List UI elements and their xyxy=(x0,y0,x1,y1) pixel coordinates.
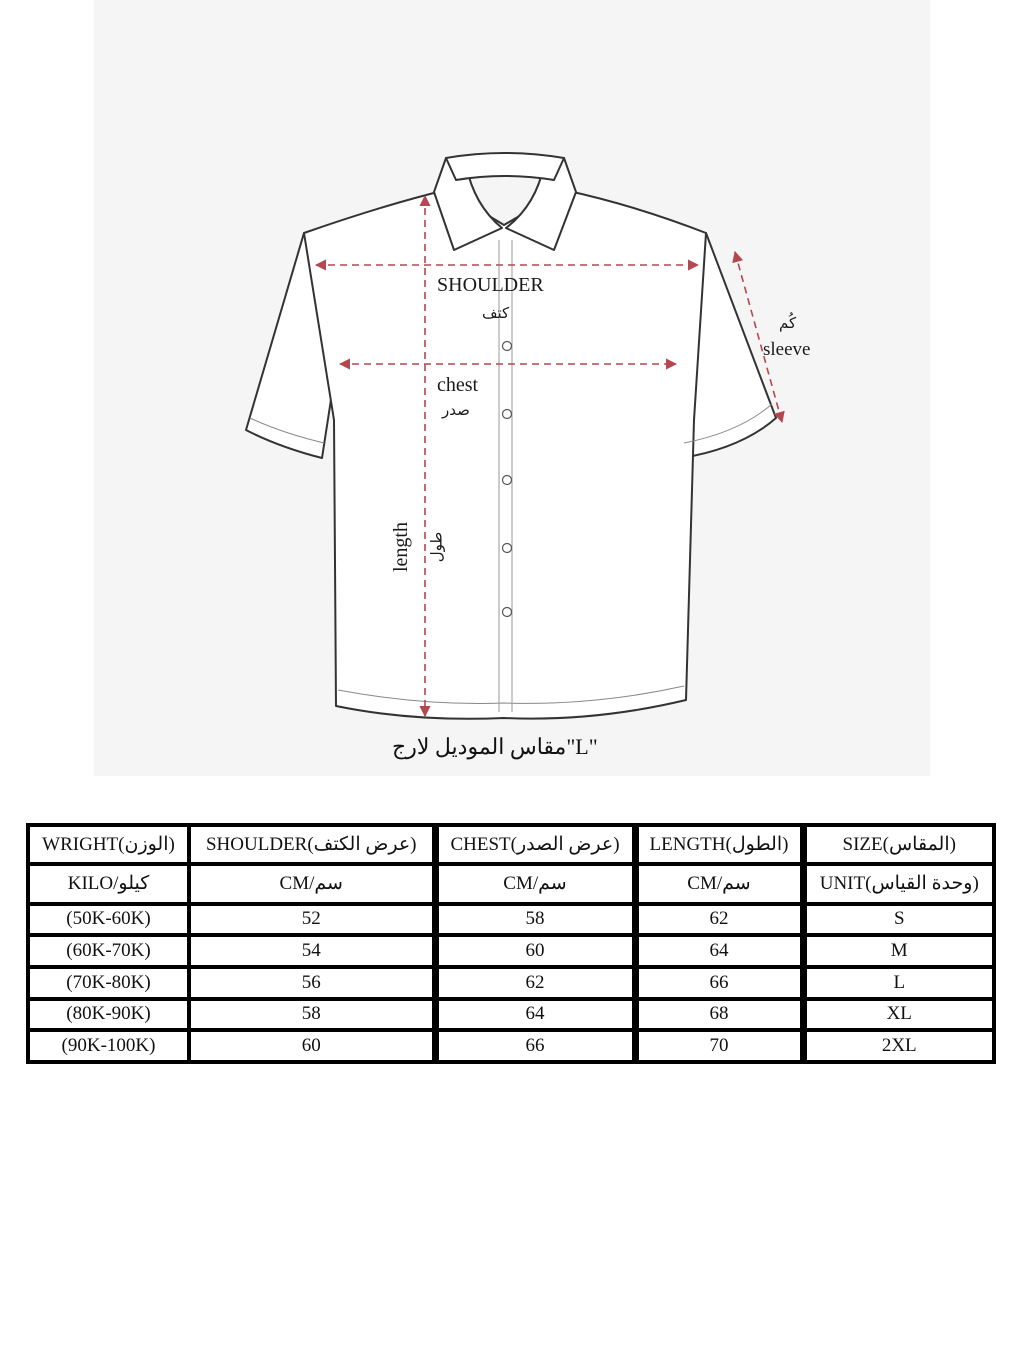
shoulder-label-ar: كتف xyxy=(482,304,510,322)
shirt-illustration xyxy=(94,0,930,776)
sleeve-label: sleeve xyxy=(763,339,811,360)
unit-size: UNIT(وحدة القياس) xyxy=(803,864,994,903)
cell-length: 62 xyxy=(635,904,803,936)
header-size: SIZE(المقاس) xyxy=(803,825,994,864)
cell-weight: (70K-80K) xyxy=(28,967,189,999)
header-shoulder: SHOULDER(عرض الكتف) xyxy=(189,825,435,864)
unit-shoulder: CM/سم xyxy=(189,864,435,903)
header-chest: CHEST(عرض الصدر) xyxy=(435,825,635,864)
cell-length: 66 xyxy=(635,967,803,999)
cell-shoulder: 58 xyxy=(189,999,435,1031)
table-row xyxy=(28,1030,994,1062)
cell-chest: 58 xyxy=(435,904,635,936)
length-label: length xyxy=(390,522,412,572)
shoulder-label: SHOULDER xyxy=(437,274,544,296)
size-diagram xyxy=(94,0,930,776)
table-row xyxy=(28,999,994,1031)
cell-size: 2XL xyxy=(803,1030,994,1062)
cell-chest: 60 xyxy=(435,935,635,967)
length-label-ar: طول xyxy=(427,531,446,563)
table-header-row xyxy=(28,825,994,864)
table-row xyxy=(28,935,994,967)
unit-length: CM/سم xyxy=(635,864,803,903)
cell-shoulder: 60 xyxy=(189,1030,435,1062)
unit-weight: KILO/كيلو xyxy=(28,864,189,903)
cell-shoulder: 54 xyxy=(189,935,435,967)
cell-length: 64 xyxy=(635,935,803,967)
cell-shoulder: 56 xyxy=(189,967,435,999)
unit-chest: CM/سم xyxy=(435,864,635,903)
cell-length: 70 xyxy=(635,1030,803,1062)
cell-chest: 62 xyxy=(435,967,635,999)
header-weight: WRIGHT(الوزن) xyxy=(28,825,189,864)
cell-shoulder: 52 xyxy=(189,904,435,936)
cell-size: L xyxy=(803,967,994,999)
cell-chest: 64 xyxy=(435,999,635,1031)
model-size-caption: مقاس الموديل لارج"L" xyxy=(392,734,598,759)
cell-size: M xyxy=(803,935,994,967)
cell-weight: (80K-90K) xyxy=(28,999,189,1031)
cell-weight: (50K-60K) xyxy=(28,904,189,936)
cell-weight: (60K-70K) xyxy=(28,935,189,967)
chest-label: chest xyxy=(437,374,479,396)
size-chart-table xyxy=(26,823,996,1064)
cell-weight: (90K-100K) xyxy=(28,1030,189,1062)
table-unit-row xyxy=(28,864,994,903)
chest-label-ar: صدر xyxy=(442,401,470,419)
sleeve-label-ar: كُم xyxy=(779,314,797,332)
cell-size: XL xyxy=(803,999,994,1031)
table-row xyxy=(28,904,994,936)
cell-size: S xyxy=(803,904,994,936)
table-row xyxy=(28,967,994,999)
cell-chest: 66 xyxy=(435,1030,635,1062)
header-length: LENGTH(الطول) xyxy=(635,825,803,864)
cell-length: 68 xyxy=(635,999,803,1031)
